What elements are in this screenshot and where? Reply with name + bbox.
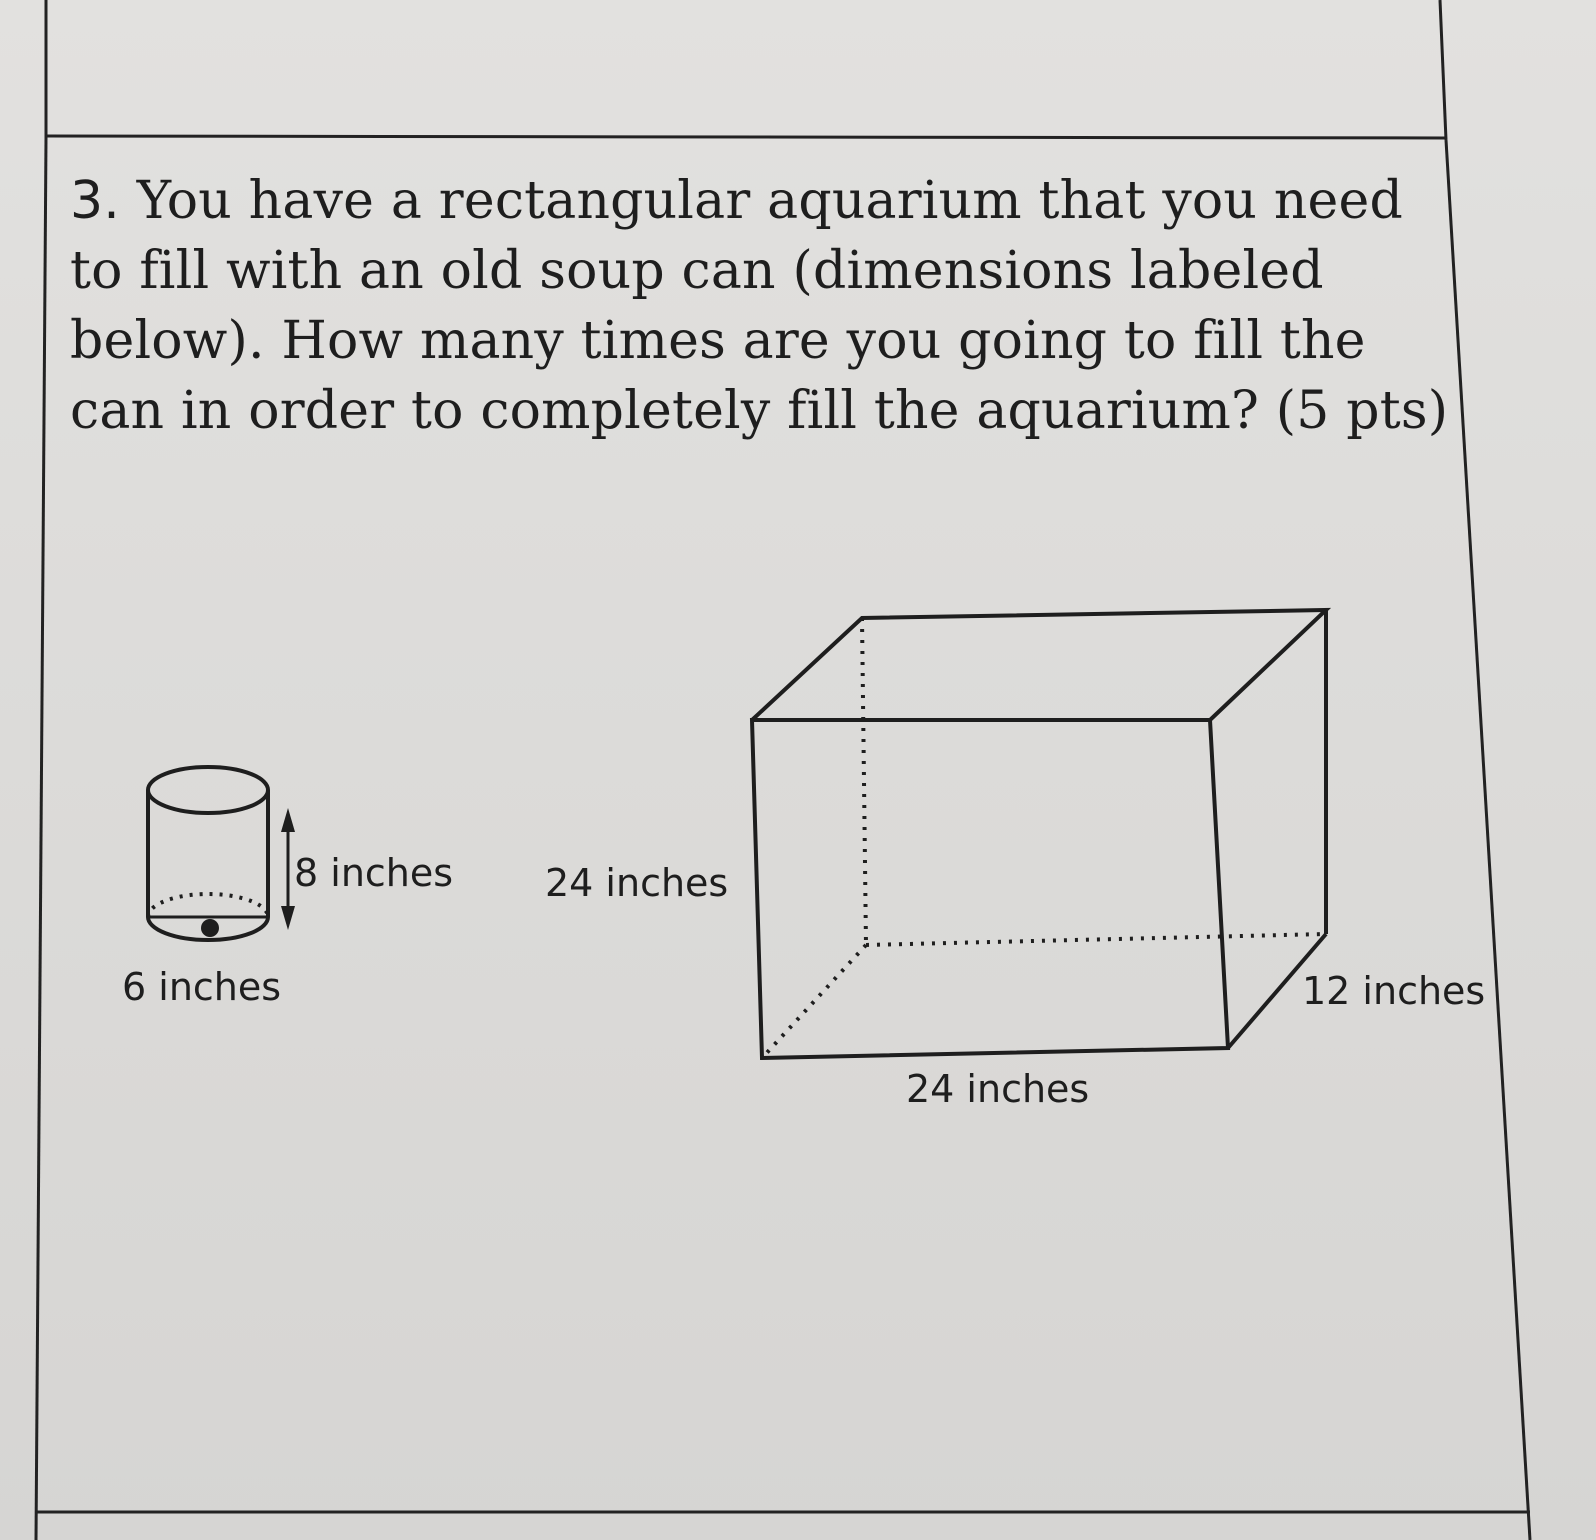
aquarium-length-label: 24 inches [906, 1067, 1090, 1111]
can-bottom-back [148, 894, 268, 917]
aquarium-front-face [752, 720, 1228, 1058]
soup-can-figure [148, 767, 295, 940]
question-body: You have a rectangular aquarium that you need to fill with an old soup can (dimensions labeled below). How many times are you going to fill the can in order to completely fill the aquarium? (5 pts) [70, 171, 1449, 441]
can-center-dot [201, 919, 219, 937]
aquarium-depth-label: 12 inches [1302, 969, 1486, 1013]
aquarium-height-label: 24 inches [545, 861, 729, 905]
question-number: 3. [70, 171, 121, 231]
can-height-label: 8 inches [294, 851, 454, 895]
can-arrow-down [281, 906, 295, 930]
aquarium-figure [752, 610, 1326, 1058]
aquarium-hidden-edges [762, 618, 1326, 1058]
can-top [148, 767, 268, 813]
aquarium-top-face [752, 610, 1326, 720]
can-arrow-up [281, 808, 295, 832]
can-diameter-label: 6 inches [122, 965, 282, 1009]
